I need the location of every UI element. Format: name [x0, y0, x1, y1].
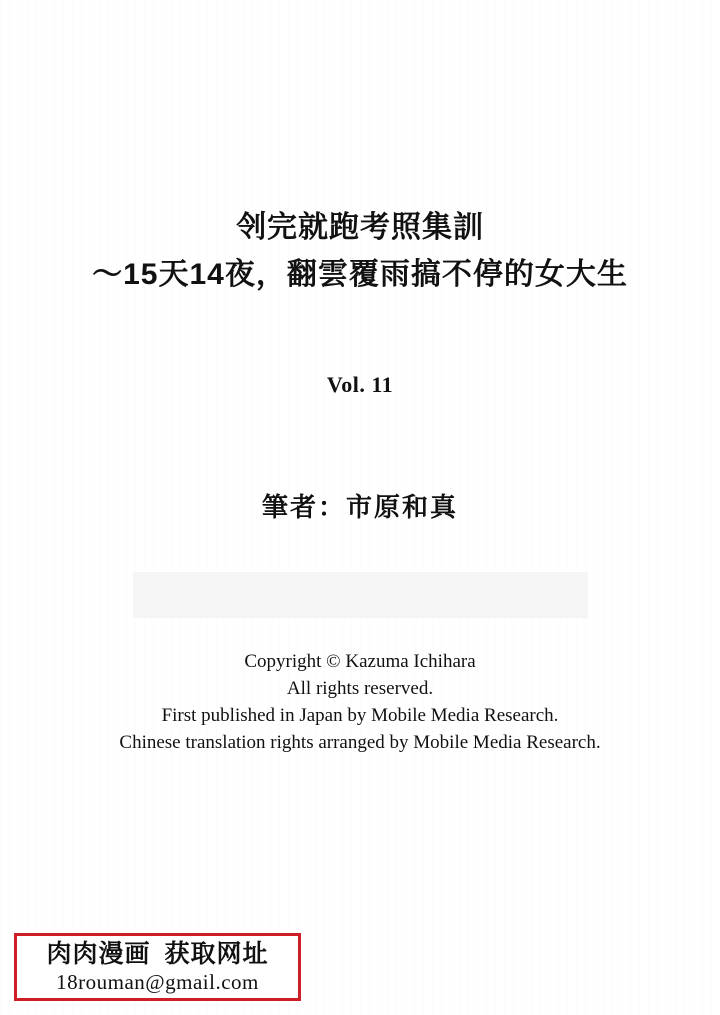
rights-block [0, 648, 720, 756]
rights-line-published: First published in Japan by Mobile Media Research. [161, 705, 559, 726]
work-title-line-2: ～15天14夜，翻雲覆雨搞不停的女大生 [92, 258, 628, 291]
volume-label: Vol. 11 [326, 372, 394, 397]
watermark-action: 获取网址 [164, 940, 269, 968]
redacted-bar [133, 572, 588, 618]
watermark-brand: 肉肉漫画 [46, 940, 151, 968]
watermark-badge [14, 933, 301, 1001]
rights-line-copyright: Copyright © Kazuma Ichihara [244, 651, 476, 672]
author-label: 筆者：市原和真 [261, 492, 458, 522]
work-title-line-1: 刢完就跑考照集訓 [236, 211, 484, 244]
watermark-title [46, 939, 268, 969]
work-title [0, 205, 720, 299]
watermark-email: 18rouman@gmail.com [56, 970, 259, 994]
rights-line-translation: Chinese translation rights arranged by Mobile Media Research. [119, 732, 601, 753]
rights-line-reserved: All rights reserved. [286, 678, 434, 699]
